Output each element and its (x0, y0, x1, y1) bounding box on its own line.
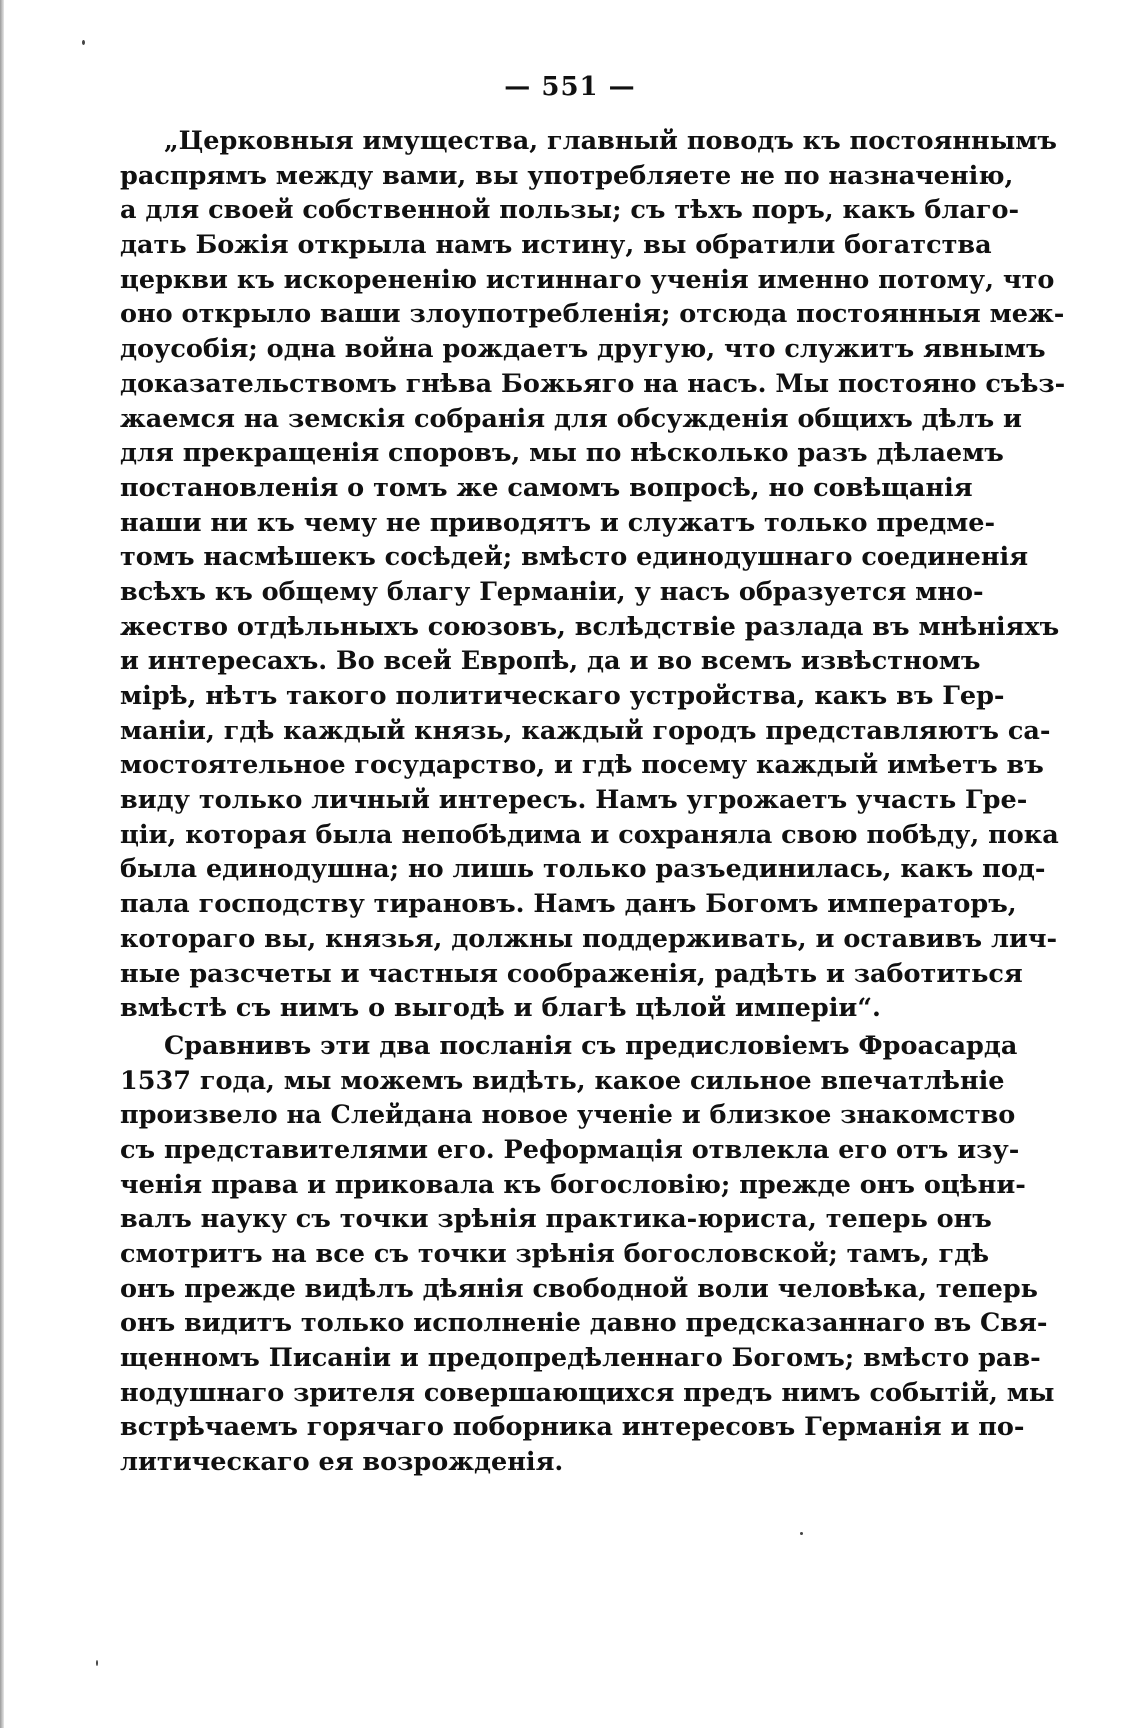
scan-speck (800, 1532, 803, 1535)
text-line: котораго вы, князья, должны поддерживать, и оставивъ лич- (120, 923, 1058, 954)
text-line: „Церковныя имущества, главный поводъ къ постояннымъ (164, 126, 1057, 156)
text-line: вмѣстѣ съ нимъ о выгодѣ и благѣ цѣлой имперіи“. (120, 993, 881, 1024)
text-line: жаемся на земскія собранія для обсужденія общихъ дѣлъ и (120, 403, 1022, 434)
text-line: щенномъ Писаніи и предопредѣленнаго Богомъ; вмѣсто рав- (120, 1343, 1041, 1374)
text-line: произвело на Слейдана новое ученіе и близкое знакомство (120, 1100, 1016, 1131)
text-line: постановленія о томъ же самомъ вопросѣ, но совѣщанія (120, 472, 973, 503)
body-text (120, 124, 1066, 1480)
text-line: смотритъ на все съ точки зрѣнія богословской; тамъ, гдѣ (120, 1239, 990, 1269)
text-line: встрѣчаемъ горячаго поборника интересовъ Германія и по- (120, 1412, 1025, 1443)
paragraph (120, 1029, 1055, 1480)
text-line: онъ прежде видѣлъ дѣянія свободной воли человѣка, теперь (120, 1273, 1038, 1304)
text-line: виду только личный интересъ. Намъ угрожаетъ участь Гре- (120, 785, 1028, 816)
text-line: томъ насмѣшекъ сосѣдей; вмѣсто единодушнаго соединенія (120, 542, 1029, 573)
text-line: литическаго ея возрожденія. (120, 1447, 564, 1478)
text-line: дать Божія открыла намъ истину, вы обратили богатства (120, 230, 992, 261)
text-line: распрямъ между вами, вы употребляете не по назначенію, (120, 160, 1014, 191)
scan-speck (96, 1660, 98, 1666)
text-line: для прекращенія споровъ, мы по нѣсколько разъ дѣлаемъ (120, 438, 1004, 469)
text-line: пала господству тирановъ. Намъ данъ Богомъ императоръ, (120, 889, 1017, 920)
text-line: онъ видитъ только исполненіе давно предсказаннаго въ Свя- (120, 1308, 1048, 1339)
text-line: нодушнаго зрителя совершающихся предъ нимъ событій, мы (120, 1377, 1055, 1408)
scan-speck (82, 40, 85, 45)
text-line: доусобія; одна война рождаетъ другую, что служитъ явнымъ (120, 334, 1046, 365)
text-line: наши ни къ чему не приводятъ и служатъ только предме- (120, 507, 996, 538)
text-line: а для своей собственной пользы; съ тѣхъ поръ, какъ благо- (120, 195, 1020, 226)
text-line: маніи, гдѣ каждый князь, каждый городъ представляютъ са- (120, 715, 1051, 746)
text-line: 1537 года, мы можемъ видѣть, какое сильное впечатлѣніе (120, 1065, 1005, 1096)
text-line: церкви къ искорененію истиннаго ученія именно потому, что (120, 264, 1055, 295)
text-line: ченія права и приковала къ богословію; прежде онъ оцѣни- (120, 1169, 1026, 1200)
paragraph (120, 124, 1066, 1026)
scan-page-edge (0, 0, 4, 1728)
text-line: съ представителями его. Реформація отвлекла его отъ изу- (120, 1134, 1020, 1165)
text-line: была единодушна; но лишь только разъединилась, какъ под- (120, 854, 1046, 885)
text-line: оно открыло ваши злоупотребленія; отсюда постоянныя меж- (120, 299, 1065, 330)
page-number: — 551 — (504, 72, 636, 102)
text-line: валъ науку съ точки зрѣнія практика-юриста, теперь онъ (120, 1204, 992, 1235)
text-line: мостоятельное государство, и гдѣ посему каждый имѣетъ въ (120, 750, 1044, 781)
text-line: мірѣ, нѣтъ такого политическаго устройства, какъ въ Гер- (120, 681, 1005, 711)
text-line: ные разсчеты и частныя соображенія, радѣть и заботиться (120, 958, 1023, 989)
text-line: ціи, которая была непобѣдима и сохраняла свою побѣду, пока (120, 819, 1059, 850)
text-line: всѣхъ къ общему благу Германіи, у насъ образуется мно- (120, 576, 984, 607)
text-line: жество отдѣльныхъ союзовъ, вслѣдствіе разлада въ мнѣніяхъ (120, 611, 1060, 642)
text-line: Сравнивъ эти два посланія съ предисловіемъ Фроасарда (164, 1030, 1018, 1061)
text-line: доказательствомъ гнѣва Божьяго на насъ. Мы постояно съѣз- (120, 368, 1066, 399)
text-line: и интересахъ. Во всей Европѣ, да и во всемъ извѣстномъ (120, 646, 981, 677)
